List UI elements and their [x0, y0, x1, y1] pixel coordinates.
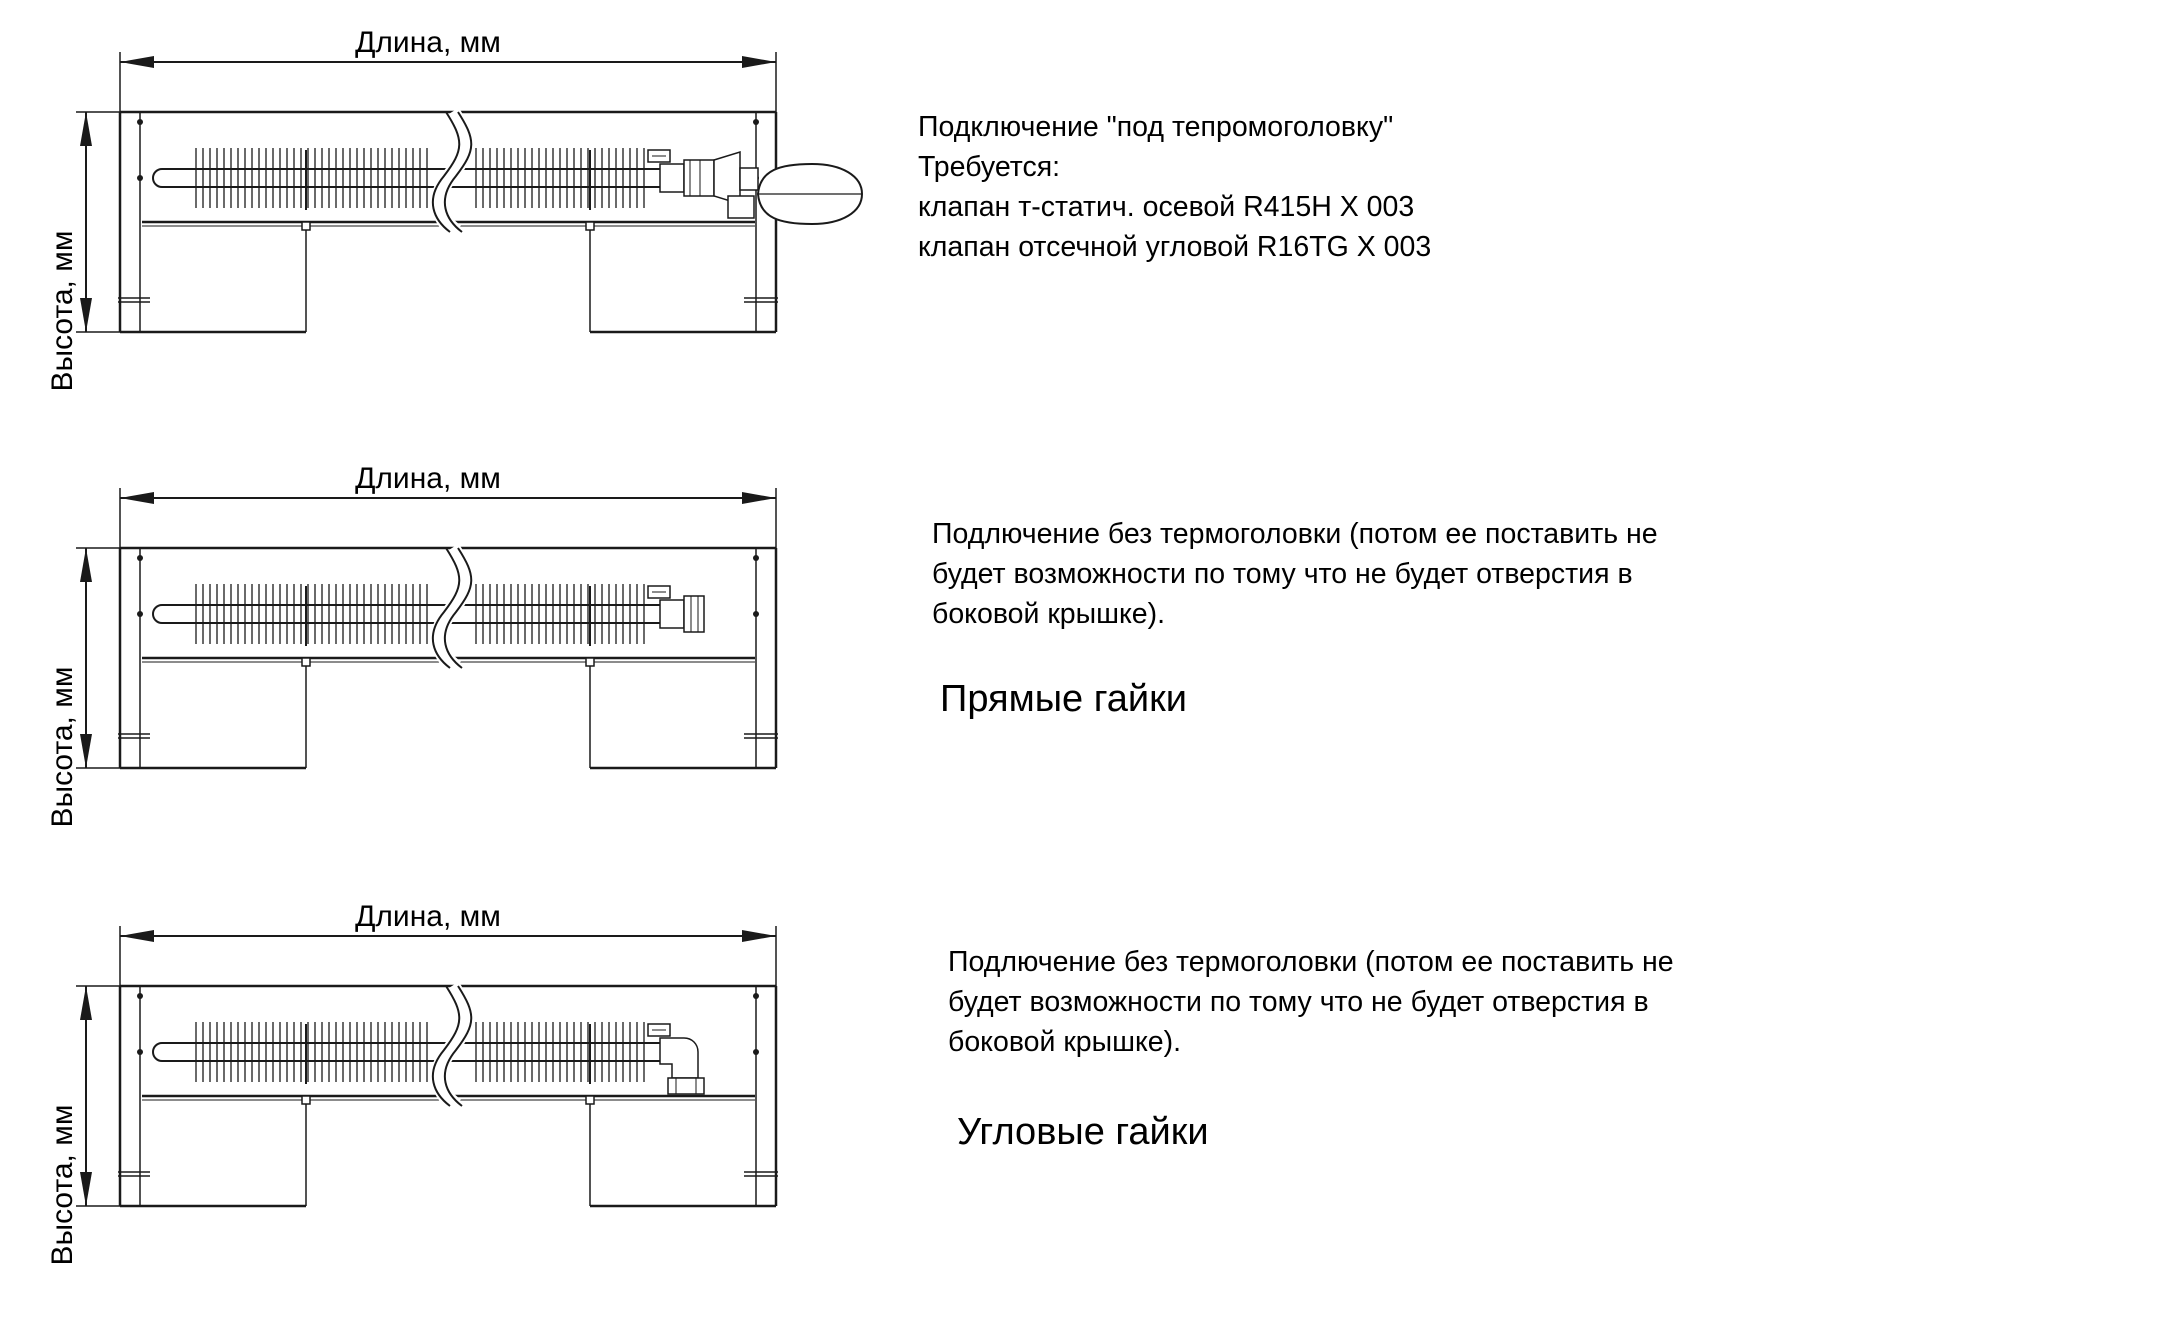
- dimension-arrow: [80, 734, 92, 768]
- clip: [302, 222, 310, 230]
- mount-point: [137, 1049, 143, 1055]
- mount-point: [753, 993, 759, 999]
- length-label: Длина, мм: [355, 26, 501, 59]
- mount-point: [137, 175, 143, 181]
- note-line: боковой крышке).: [932, 598, 1166, 630]
- connection-note-3: [948, 942, 1674, 1062]
- note-line: клапан отсечной угловой R16TG X 003: [918, 231, 1432, 263]
- note-line: Требуется:: [918, 151, 1061, 183]
- break-gap: [439, 112, 465, 232]
- convector-body: [76, 52, 862, 332]
- mount-point: [753, 555, 759, 561]
- dimension-arrow: [120, 56, 154, 68]
- clip: [586, 222, 594, 230]
- connection-note-2: [932, 514, 1658, 634]
- note-line: клапан т-статич. осевой R415H X 003: [918, 191, 1415, 223]
- convector-drawing-3: [0, 874, 900, 1266]
- clip: [302, 1096, 310, 1104]
- note-line: Подлючение без термоголовки (потом ее поставить не: [948, 946, 1674, 978]
- dimension-arrow: [742, 56, 776, 68]
- caption-angle-nuts: Угловые гайки: [957, 1111, 1209, 1153]
- note-line: Подлючение без термоголовки (потом ее поставить не: [932, 518, 1658, 550]
- mount-point: [753, 119, 759, 125]
- angle-nut: [660, 1038, 698, 1078]
- connection-note-1: [918, 107, 1431, 267]
- length-label: Длина, мм: [355, 462, 501, 495]
- note-line: будет возможности по тому что не будет отверстия в: [932, 558, 1633, 590]
- valve-stem: [740, 168, 758, 190]
- dimension-arrow: [80, 548, 92, 582]
- valve-nut: [660, 164, 684, 192]
- dimension-arrow: [742, 492, 776, 504]
- height-label: Высота, мм: [46, 666, 79, 828]
- convector-body: [76, 488, 778, 768]
- clip: [302, 658, 310, 666]
- dimension-arrow: [80, 298, 92, 332]
- note-line: будет возможности по тому что не будет отверстия в: [948, 986, 1649, 1018]
- mount-point: [137, 555, 143, 561]
- shutoff-valve: [728, 196, 754, 218]
- length-label: Длина, мм: [355, 900, 501, 933]
- convector-body: [76, 926, 778, 1206]
- dimension-arrow: [80, 112, 92, 146]
- mount-point: [137, 993, 143, 999]
- straight-nut: [660, 600, 684, 628]
- pipe-end: [153, 169, 162, 187]
- mount-point: [753, 1049, 759, 1055]
- angle-nut-hex: [668, 1078, 704, 1094]
- note-line: боковой крышке).: [948, 1026, 1182, 1058]
- mount-point: [137, 611, 143, 617]
- dimension-arrow: [120, 492, 154, 504]
- dimension-arrow: [80, 986, 92, 1020]
- clip: [586, 658, 594, 666]
- caption-straight-nuts: Прямые гайки: [940, 678, 1187, 720]
- height-label: Высота, мм: [46, 1104, 79, 1266]
- dimension-arrow: [120, 930, 154, 942]
- valve-body: [684, 160, 714, 196]
- convector-drawing-2: [0, 436, 900, 828]
- clip: [586, 1096, 594, 1104]
- dimension-arrow: [742, 930, 776, 942]
- pipe-end: [153, 605, 162, 623]
- straight-nut-hex: [684, 596, 704, 632]
- break-gap: [439, 548, 465, 668]
- height-label: Высота, мм: [46, 230, 79, 392]
- mount-point: [137, 119, 143, 125]
- dimension-arrow: [80, 1172, 92, 1206]
- note-line: Подключение "под тепромоголовку": [918, 111, 1394, 143]
- mount-point: [753, 611, 759, 617]
- break-gap: [439, 986, 465, 1106]
- convector-drawing-1: [0, 0, 900, 392]
- pipe-end: [153, 1043, 162, 1061]
